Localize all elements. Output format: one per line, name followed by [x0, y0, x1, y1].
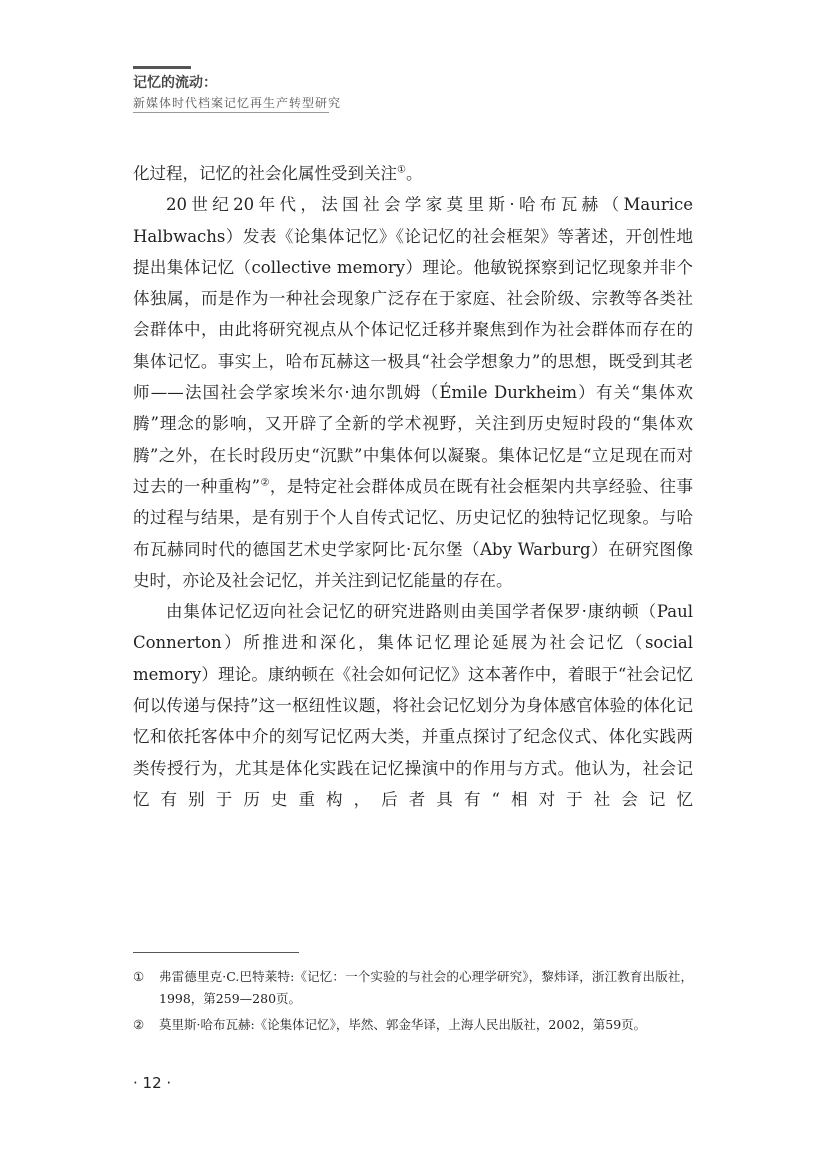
header-rule-thin: [133, 112, 329, 113]
footnote-number: ①: [133, 969, 145, 984]
paragraph-1: 化过程，记忆的社会化属性受到关注①。: [133, 164, 423, 183]
book-title: 记忆的流动：: [133, 75, 217, 91]
footnote-number: ②: [133, 1017, 145, 1032]
page-number: · 12 ·: [133, 1074, 172, 1092]
footnote-ref-2[interactable]: ②: [260, 477, 270, 489]
header-rule-thick: [133, 66, 191, 69]
footnotes: [133, 966, 693, 1040]
body-text: [133, 158, 693, 815]
book-subtitle: 新媒体时代档案记忆再生产转型研究: [133, 96, 342, 110]
footnote-text: 弗雷德里克·C.巴特莱特:《记忆：一个实验的与社会的心理学研究》，黎炜译，浙江教育出版社，1998，第259—280页。: [159, 969, 693, 1006]
footnote-item: [133, 1014, 693, 1036]
paragraph-3: 由集体记忆迈向社会记忆的研究进路则由美国学者保罗·康纳顿（Paul Connerton）所推进和深化，集体记忆理论延展为社会记忆（social memory）理论。康纳顿在《社会如何记忆》这本著作中，着眼于“社会记忆何以传递与保持”这一枢纽性议题，将社会记忆划分为身体感官体验的体化记忆和依托客体中介的刻写记忆两大类，并重点探讨了纪念仪式、体化实践两类传授行为，尤其是体化实践在记忆操演中的作用与方式。他认为，社会记忆有别于历史重构，后者具有“相对于社会记忆: [133, 602, 693, 809]
footnote-rule: [133, 952, 299, 953]
paragraph-2: 20世纪20年代，法国社会学家莫里斯·哈布瓦赫（Maurice Halbwachs）发表《论集体记忆》《论记忆的社会框架》等著述，开创性地提出集体记忆（collective memory）理论。他敏锐探察到记忆现象并非个体独属，而是作为一种社会现象广泛存在于家庭、社会阶级、宗教等各类社会群体中，由此将研究视点从个体记忆迁移并聚焦到作为社会群体而存在的集体记忆。事实上，哈布瓦赫这一极具“社会学想象力”的思想，既受到其老师——法国社会学家埃米尔·迪尔凯姆（Émile Durkheim）有关“集体欢腾”理念的影响，又开辟了全新的学术视野，关注到历史短时段的“集体欢腾”之外，在长时段历史“沉默”中集体何以凝聚。集体记忆是“立足现在而对过去的一种重构”②，是特定社会群体成员在既有社会框架内共享经验、往事的过程与结果，是有别于个人自传式记忆、历史记忆的独特记忆现象。与哈布瓦赫同时代的德国艺术史学家阿比·瓦尔堡（Aby Warburg）在研究图像史时，亦论及社会记忆，并关注到记忆能量的存在。: [133, 195, 694, 590]
footnote-text: 莫里斯·哈布瓦赫:《论集体记忆》，毕然、郭金华译，上海人民出版社，2002，第59页。: [159, 1017, 647, 1032]
footnote-ref-1[interactable]: ①: [397, 164, 406, 176]
footnote-item: [133, 966, 693, 1010]
